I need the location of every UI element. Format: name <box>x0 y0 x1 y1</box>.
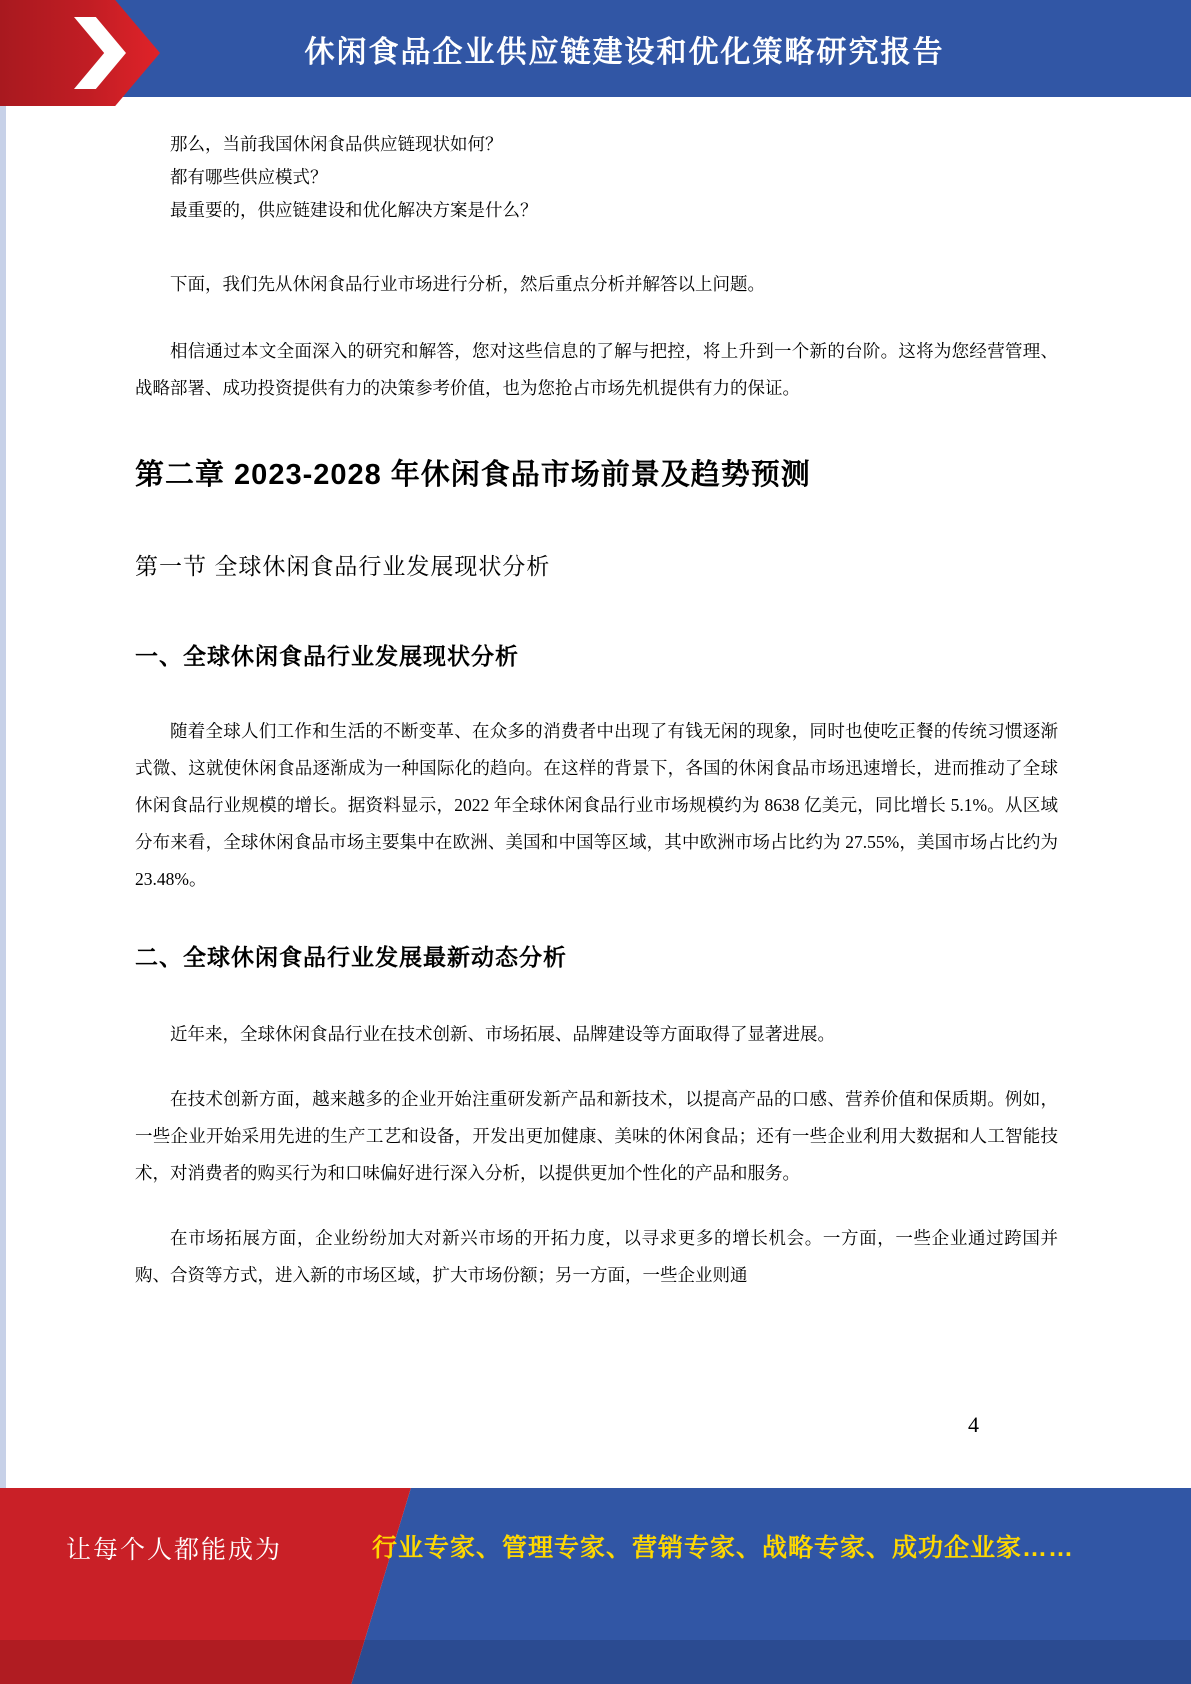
subsection-2-paragraph-2: 在技术创新方面，越来越多的企业开始注重研发新产品和新技术，以提高产品的口感、营养价值和保质期。例如，一些企业开始采用先进的生产工艺和设备，开发出更加健康、美味的休闲食品；还有一些企业利用大数据和人工智能技术，对消费者的购买行为和口味偏好进行深入分析，以提供更加个性化的产品和服务。 <box>135 1089 1058 1183</box>
subsection-2-paragraph-3: 在市场拓展方面，企业纷纷加大对新兴市场的开拓力度，以寻求更多的增长机会。一方面，一些企业通过跨国并购、合资等方式，进入新的市场区域，扩大市场份额；另一方面，一些企业则通 <box>135 1228 1058 1285</box>
section-heading: 第一节 全球休闲食品行业发展现状分析 <box>135 553 551 579</box>
page-header <box>0 0 1191 97</box>
transition-paragraph: 下面，我们先从休闲食品行业市场进行分析，然后重点分析并解答以上问题。 <box>170 274 765 294</box>
footer-bottom-shade <box>0 1640 1191 1684</box>
intro-question-line: 那么，当前我国休闲食品供应链现状如何？ <box>170 134 503 154</box>
subsection-1-heading: 一、全球休闲食品行业发展现状分析 <box>135 643 519 669</box>
document-body <box>135 128 1058 1294</box>
subsection-2-heading: 二、全球休闲食品行业发展最新动态分析 <box>135 944 567 970</box>
footer-slogan-right: 行业专家、管理专家、营销专家、战略专家、成功企业家…… <box>372 1534 1075 1562</box>
red-arrow-logo <box>0 0 160 106</box>
page-number: 4 <box>968 1412 979 1437</box>
subsection-1-paragraph: 随着全球人们工作和生活的不断变革、在众多的消费者中出现了有钱无闲的现象，同时也使吃正餐的传统习惯逐渐式微、这就使休闲食品逐渐成为一种国际化的趋向。在这样的背景下，各国的休闲食品市场迅速增长，进而推动了全球休闲食品行业规模的增长。据资料显示，2022 年全球休闲食品行业市场规模约为 8638 亿美元，同比增长 5.1%。从区域分布来看，全球休闲食品市场主要集中在欧洲、美国和中国等区域，其中欧洲市场占比约为 27.55%，美国市场占比约为 23.48%。 <box>135 721 1058 889</box>
chapter-heading: 第二章 2023-2028 年休闲食品市场前景及趋势预测 <box>135 459 811 491</box>
intro-question-line: 最重要的，供应链建设和优化解决方案是什么？ <box>170 200 538 220</box>
arrow-pentagon-shape <box>0 0 160 106</box>
left-edge-strip <box>0 0 6 1684</box>
report-title: 休闲食品企业供应链建设和优化策略研究报告 <box>304 35 945 69</box>
intro-question-line: 都有哪些供应模式？ <box>170 167 328 187</box>
value-paragraph: 相信通过本文全面深入的研究和解答，您对这些信息的了解与把控，将上升到一个新的台阶。这将为您经营管理、战略部署、成功投资提供有力的决策参考价值，也为您抢占市场先机提供有力的保证。 <box>135 341 1058 398</box>
intro-question-block <box>135 128 1058 227</box>
subsection-2-paragraph-1: 近年来，全球休闲食品行业在技术创新、市场拓展、品牌建设等方面取得了显著进展。 <box>170 1024 835 1044</box>
footer-slogan-left: 让每个人都能成为 <box>65 1536 282 1564</box>
page-footer <box>0 1488 1191 1684</box>
